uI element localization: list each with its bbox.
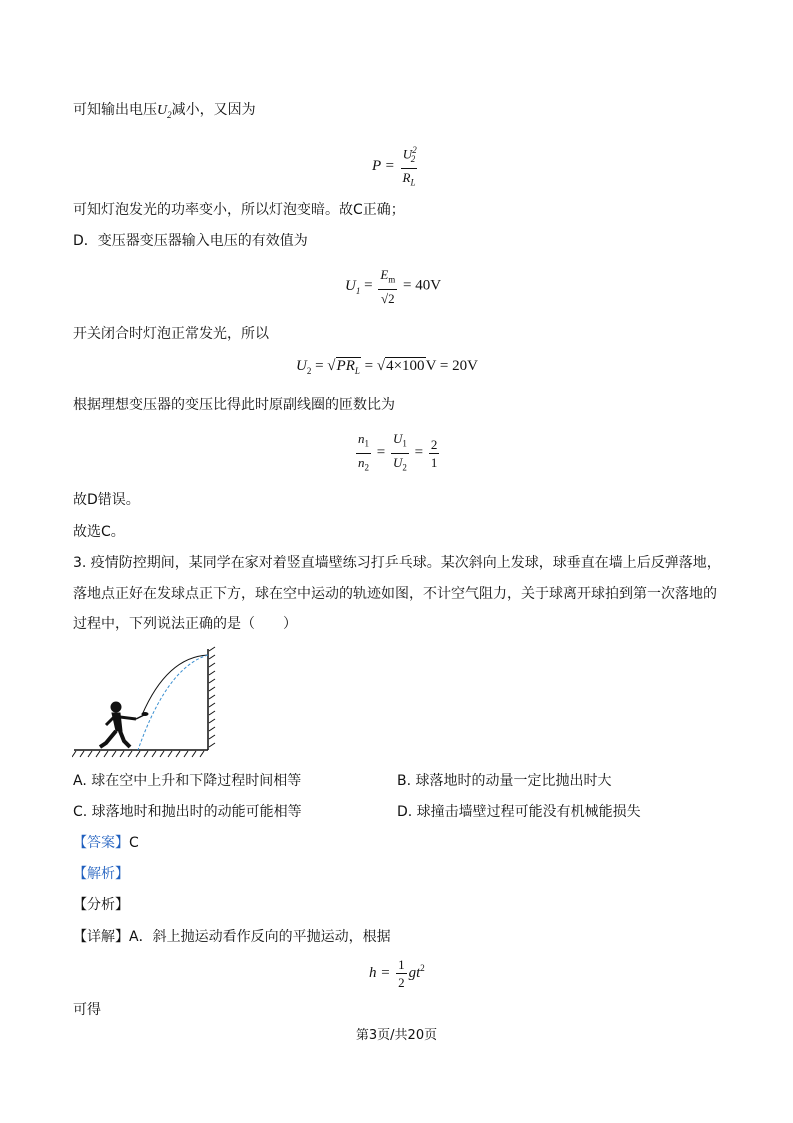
detail-text: A．斜上抛运动看作反向的平抛运动，根据	[129, 929, 391, 945]
fraction-numerator	[401, 142, 417, 169]
fraction	[429, 436, 440, 471]
math-rhs: V = 20V	[425, 358, 478, 374]
fraction-denominator	[401, 169, 418, 192]
fraction-numerator	[356, 430, 371, 454]
fraction-denominator	[391, 454, 409, 477]
math-sub: 2	[402, 462, 407, 473]
math-sub: 1	[364, 438, 369, 449]
text-line-turns-ratio: 根据理想变压器的变压比得此时原副线圈的匝数比为	[73, 397, 395, 413]
fraction-numerator: 1	[398, 957, 405, 972]
fraction-numerator	[378, 266, 397, 290]
detail-line	[73, 927, 391, 947]
text-line-option-d: D．变压器变压器输入电压的有效值为	[73, 233, 308, 249]
math-sub: 2	[167, 109, 172, 120]
fraction	[356, 430, 371, 476]
math-symbol: U	[392, 431, 403, 446]
ground-hatch	[72, 751, 204, 757]
sqrt-value: 4×100	[386, 358, 425, 374]
math-sup: 2	[420, 962, 425, 973]
equation-u2: $U_2 = √PR_L = √4\times 100V = 20V$	[296, 358, 478, 376]
math-sub: m	[388, 274, 396, 285]
math-sub: L	[410, 177, 416, 188]
math-sub: 1	[355, 285, 361, 296]
sqrt-pr	[336, 357, 361, 374]
fraction-denominator: 1	[430, 454, 438, 470]
math-rhs: = 40V	[403, 277, 442, 294]
answer-tag: 【答案】	[73, 835, 129, 851]
equation-height	[369, 956, 425, 991]
math-symbol: U	[392, 454, 403, 470]
fenxi-tag: 【分析】	[73, 897, 129, 913]
math-lhs: P =	[372, 158, 395, 175]
text-segment: 可知输出电压	[73, 102, 157, 118]
answer-line	[73, 833, 139, 853]
answer-value: C	[129, 835, 139, 851]
math-symbol: n	[358, 431, 365, 446]
analysis-tag: 【解析】	[73, 866, 129, 882]
text-line-bulb-dim: 可知灯泡发光的功率变小，所以灯泡变暗。故C正确；	[73, 202, 405, 218]
equation-ratio: $\frac{n_1}{n_2}$ = $\frac{U_1}{U_2}$ = $\frac{2}{1}$	[354, 430, 441, 476]
math-sub: 2	[410, 153, 416, 164]
math-sup: 2	[412, 145, 417, 155]
math-sub: 2	[306, 366, 312, 376]
fraction-denominator: 2	[398, 975, 405, 990]
fraction-denominator	[356, 454, 371, 477]
math-symbol: E	[380, 267, 389, 282]
text-segment: 减小，又因为	[171, 102, 256, 118]
math-sub: 1	[402, 438, 407, 449]
wall-hatch	[209, 647, 215, 747]
equation-power	[372, 142, 419, 192]
question-3-line-2: 落地点正好在发球点正下方，球在空中运动的轨迹如图，不计空气阻力，关于球离开球拍到第一次落地的	[73, 586, 717, 602]
math-sub: 2	[364, 462, 369, 473]
choice-d: D. 球撞击墙壁过程可能没有机械能损失	[397, 804, 641, 820]
fraction-numerator: 2	[430, 436, 438, 452]
detail-tag: 【详解】	[73, 929, 129, 945]
question-3-line-1: 3. 疫情防控期间，某同学在家对着竖直墙壁练习打乒乓球。某次斜向上发球，球垂直在墙上后反弹落地，	[73, 555, 721, 571]
upward-trajectory	[142, 655, 208, 715]
fraction-denominator: √2	[380, 290, 395, 306]
ping-pong-trajectory-figure	[72, 645, 222, 760]
math-symbol: U	[345, 277, 356, 294]
fraction	[391, 430, 409, 476]
math-symbol: n	[358, 454, 365, 470]
text-line-kede: 可得	[73, 1002, 101, 1018]
text-line-choose-c: 故选C。	[73, 524, 125, 540]
fraction	[396, 956, 407, 991]
fraction	[401, 142, 418, 192]
text-line-d-wrong: 故D错误。	[73, 492, 140, 508]
math-rhs: gt	[408, 964, 421, 981]
text-line-switch-closed: 开关闭合时灯泡正常发光，所以	[73, 326, 269, 342]
fraction-numerator	[391, 430, 409, 454]
math-sub: L	[354, 366, 360, 376]
player-figure	[100, 702, 148, 747]
choice-c: C. 球落地时和抛出时的动能可能相等	[73, 804, 302, 820]
fraction	[378, 266, 397, 307]
math-symbol: U	[402, 146, 413, 162]
math-symbol: PR	[336, 358, 355, 374]
page-footer: 第3页/共20页	[355, 1028, 438, 1043]
choice-a: A. 球在空中上升和下降过程时间相等	[73, 773, 302, 789]
equation-u1: $U_1$ = $\frac{E_m}{√2}$ = 40V	[345, 267, 442, 306]
math-lhs: h =	[369, 964, 391, 981]
math-symbol: R	[402, 169, 411, 185]
question-3-line-3: 过程中，下列说法正确的是（ ）	[73, 616, 297, 632]
math-u2	[157, 103, 172, 118]
choice-b: B. 球落地时的动量一定比抛出时大	[397, 773, 612, 789]
math-symbol: U	[157, 103, 168, 118]
math-symbol: U	[296, 358, 307, 374]
text-line-output-voltage	[73, 100, 256, 125]
